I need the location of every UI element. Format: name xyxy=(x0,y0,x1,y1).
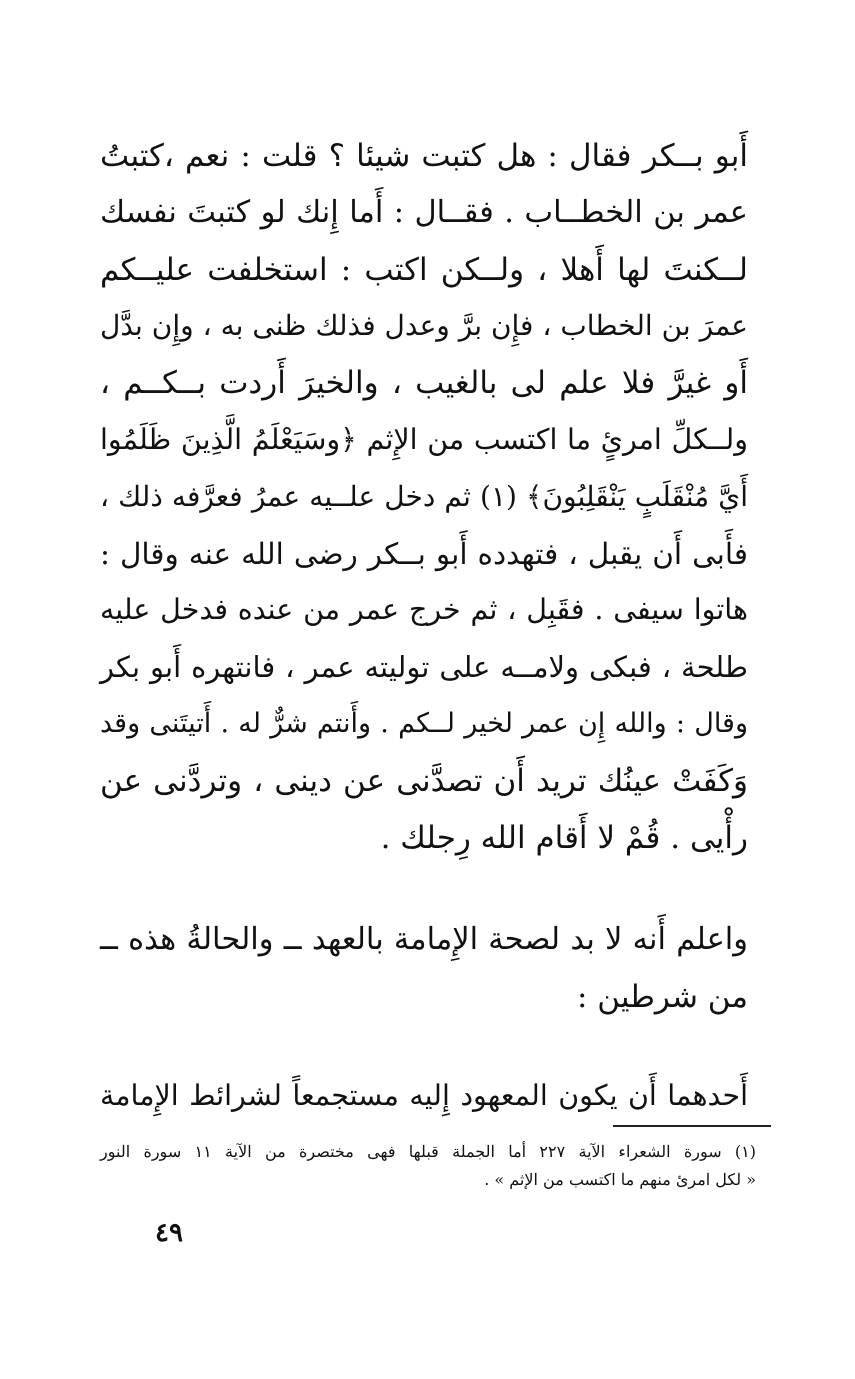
text-line: أَبو بــكر فقال : هل كتبت شيئا ؟ قلت : نعم ،كتبتُ xyxy=(100,138,748,174)
text-line: فأَبى أَن يقبل ، فتهدده أَبو بــكر رضى الله عنه وقال : xyxy=(100,536,748,571)
text-line: عمرَ بن الخطاب ، فإِن برَّ وعدل فذلك ظنى به ، وإِن بدَّل xyxy=(100,309,748,343)
paragraph-conditions-intro xyxy=(100,912,748,1026)
text-line: أَو غيرَّ فلا علم لى بالغيب ، والخيرَ أَردت بــكــم ، xyxy=(100,365,748,402)
text-line: ولــكلِّ امرئٍ ما اكتسب من الإِثم ﴿وسَيَعْلَمُ الَّذِينَ ظَلَمُوا xyxy=(100,422,748,456)
paragraph-first-condition xyxy=(100,1068,748,1125)
footnote-divider xyxy=(613,1125,771,1127)
text-line: واعلم أَنه لا بد لصحة الإِمامة بالعهد ــ والحالةُ هذه ــ xyxy=(100,922,748,957)
paragraph-abu-bakr-appoints-umar xyxy=(100,128,748,866)
footnote-line: « لكل امرئ منهم ما اكتسب من الإثم » . xyxy=(484,1170,756,1189)
text-line: أَيَّ مُنْقَلَبٍ يَنْقَلِبُونَ﴾ (١) ثم دخل علــيه عمرُ فعرَّفه ذلك ، xyxy=(100,479,748,513)
text-line: عمر بن الخطــاب . فقــال : أَما إِنك لو كتبتَ نفسك xyxy=(100,194,748,230)
text-line: طلحة ، فبكى ولامــه على توليته عمر ، فانتهره أَبو بكر xyxy=(100,650,748,685)
text-line: وَكَفَتْ عينُك تريد أَن تصدَّنى عن دينى ، وتردَّنى عن xyxy=(100,762,748,799)
text-line: وقال : والله إِن عمر لخير لــكم . وأَنتم شرٌّ له . أَتيتَنى وقد xyxy=(100,707,748,739)
footnote-line: (١) سورة الشعراء الآية ٢٢٧ أما الجملة قبلها فهى مختصرة من الآية ١١ سورة النور xyxy=(100,1142,757,1161)
text-line: رأْيى . قُمْ لا أَقام الله رِجلك . xyxy=(380,819,748,856)
text-line: لــكنتَ لها أَهلا ، ولــكن اكتب : استخلفت عليــكم xyxy=(100,251,748,288)
page-number: ٤٩ xyxy=(155,1218,183,1248)
footnote xyxy=(100,1138,756,1194)
text-line: أَحدهما أَن يكون المعهود إِليه مستجمعاً لشرائط الإِمامة xyxy=(100,1079,748,1112)
text-line: هاتوا سيفى . فقَبِل ، ثم خرج عمر من عنده فدخل عليه xyxy=(100,593,748,627)
text-line: من شرطين : xyxy=(576,978,748,1015)
